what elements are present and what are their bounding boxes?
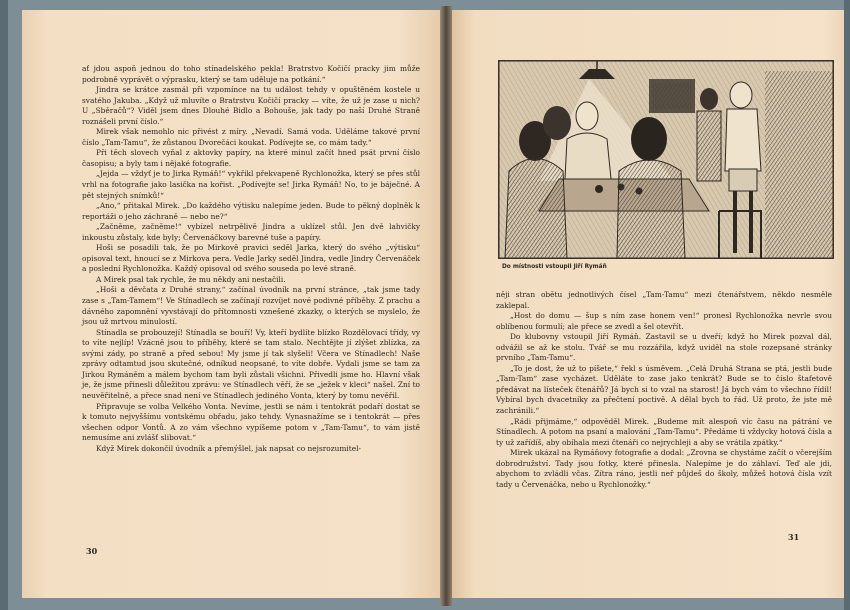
right-page-text xyxy=(496,290,832,490)
paragraph: Když Mirek dokončil úvodník a přemýšlel, jak napsat co nejsrozumitel- xyxy=(96,443,361,453)
paragraph: „Začněme, začněme!“ vybízel netrpělivě Jindra a uklízel stůl. Jen dvě lahvičky inkoustu zůstaly, kde byly; Červenáčkovy barevné tuše a papíry. xyxy=(82,222,420,242)
paragraph: „Hoši a děvčata z Druhé strany,“ začínal úvodník na první stránce, „tak jsme tady zase s „Tam-Tamem“! Ve Stínadlech se začínají rozvíjet nové podivné příběhy. Z prachu a dávného zapomnění vyvstávají do přítomnosti vznešené zkazky, o kterých se myslelo, že jsou už mrtvou minulostí. xyxy=(82,285,420,327)
page-number: 30 xyxy=(86,546,98,556)
paragraph: Připravuje se volba Velkého Vonta. Nevíme, jestli se nám i tentokrát podaří dostat se k tomuto nejvyššímu vontskému obřadu, jako tehdy. Vynasnažíme se i tentokrát — přes všechen odpor Vontů. A zo vám všechno vypíšeme potom v „Tam-Tamu“, to vám jistě nemusíme ani zvlášť slibovat.“ xyxy=(82,401,420,443)
paragraph: Do klubovny vstoupil Jiří Rymáň. Zastavil se u dveří; když ho Mirek pozval dál, odvážil se až ke stolu. Tvář se mu rozzářila, když uviděl na stole rozepsané stránky prvního „Tam-Tamu“. xyxy=(496,332,832,363)
paragraph: ať jdou aspoň jednou do toho stínadelského pekla! Bratrstvo Kočičí pracky jim může podrobně vyprávět o výprasku, který se tam uděluje na potkání.“ xyxy=(82,64,420,84)
paragraph: „Jejda — vždyť je to Jirka Rymáň!“ vykřikl překvapeně Rychlonožka, který se přes stůl vrhl na fotografie jako lasička na kořist. „Podívejte se! Jirka Rymáň! No, to je báječné. A pět stejných snímků!“ xyxy=(82,169,420,200)
paragraph: Jindra se krátce zasmál při vzpomínce na tu událost tehdy v opuštěném kostele u svatého Jakuba. „Když už mluvíte o Bratrstvu Kočičí pracky — víte, že už je zase u nich? U „Sběračů“? Viděl jsem dnes Dlouhé Bidlo a Bohouše, jak tady po naší Druhé Straně roznášeli první číslo.“ xyxy=(82,85,420,126)
paragraph: Při těch slovech vyňal z aktovky papíry, na které minul začít hned psát první číslo časopisu; a byly tam i nějaké fotografie. xyxy=(82,148,420,168)
illustration-boys-in-clubroom xyxy=(498,60,834,259)
paragraph: Mirek však nemohlo nic přivést z míry. „Nevadí. Samá voda. Uděláme takové první číslo „Tam-Tamu“, že zůstanou Dvorečáci koukat. Podívejte se, co mám tady.“ xyxy=(82,127,420,147)
paragraph: „Rádi přijmáme,“ odpověděl Mirek. „Budeme mít alespoň víc času na pátrání ve Stínadlech. A potom na psaní a malování „Tam-Tamu“. Předáme ti vždycky hotová čísla a ty už zařídíš, aby obíhala mezi čtenáři co nejrychleji a aby se vrátila zpátky.“ xyxy=(496,416,832,447)
paragraph: Mirek ukázal na Rymáňovy fotografie a dodal: „Zrovna se chystáme začít o včerejším dobrodružství. Tady jsou fotky, které přinesla. Nalepíme je do záhlaví. Teď ale jdi, abychom to zvládli včas. Zítra ráno, jestli neř půjdeš do školy, můžeš hotová čísla vzít tady u Červenáčka, nebo u Rychlonožky.“ xyxy=(496,448,832,489)
paragraph: A Mirek psal tak rychle, že mu někdy ani nestačili. xyxy=(96,274,286,284)
paragraph: Stínadla se probouzejí! Stínadla se bouří! Vy, kteří bydlíte blízko Rozdělovací třídy, vy to víte nejlíp! Vzácně jsou to příběhy, které se tam stalo. Nechtějte jí zlýšet zblízka, za svými zády, po straně a před sebou! My jsme jí tak slyšeli! Včera ve Stínadlech! Naše zprávy odtamtud jsou skutečné, odníkud neopsané, to víte dobře. Vydali jsme se tam za Jirkou Rymáněm a málem bychom tam byli zůstali všichni. Přivedli jsme ho. Hlavní však je, že jsme přinesli důležitou zprávu: ve Stínadlech věří, že se „ježek v kleci“ našel. Zní to neuvěřitelně, a přece snad není ve Stínadlech jediného Vonta, který by tomu nevěřil. xyxy=(82,327,420,400)
right-page xyxy=(452,10,844,598)
paragraph: „Ano,“ přitakal Mirek. „Do každého výtisku nalepíme jeden. Bude to pěkný doplněk k reportáži o jeho záchraně — nebo ne?“ xyxy=(82,201,420,221)
left-page-text xyxy=(82,64,420,454)
paragraph: „Host do domu — šup s ním zase honem ven!“ pronesl Rychlonožka nevrle svou oblíbenou formulí; ale přece se zvedl a šel otevřít. xyxy=(496,311,832,331)
book-spine xyxy=(440,6,452,606)
paragraph: Hoši se posadili tak, že po Mirkově pravici seděl Jarka, který do svého „výtisku“ opisoval text, hnoucí se z Mirkova pera. Vedle Jarky seděl Jindra, vedle Jindry Červenáček a poslední Rychlonožka. Každý opisoval od svého souseda po levé straně. xyxy=(82,243,420,274)
left-page xyxy=(22,10,440,598)
illustration-caption: Do místnosti vstoupil Jiří Rymáň xyxy=(502,264,607,270)
paragraph: něji stran obětu jednotlivých čísel „Tam-Tamu“ mezi čtenářstvem, někdo nesměle zaklepal. xyxy=(496,290,832,310)
page-number: 31 xyxy=(788,532,800,542)
paragraph: „To je dost, že už to píšete,“ řekl s úsměvem. „Celá Druhá Strana se ptá, jestli bude „Tam-Tam“ zase vycházet. Uděláte to zase jako tenkrát? Bude se to číslo štafetově předávat na lísteček čtenářů? Já bych si to vzal na starost! Já bych vám to všechno řídil! Vybíral bych dvacetníky za přečtení poctivě. A dělal bych to řád. Už proto, že jste mě zachránili.“ xyxy=(496,363,832,416)
